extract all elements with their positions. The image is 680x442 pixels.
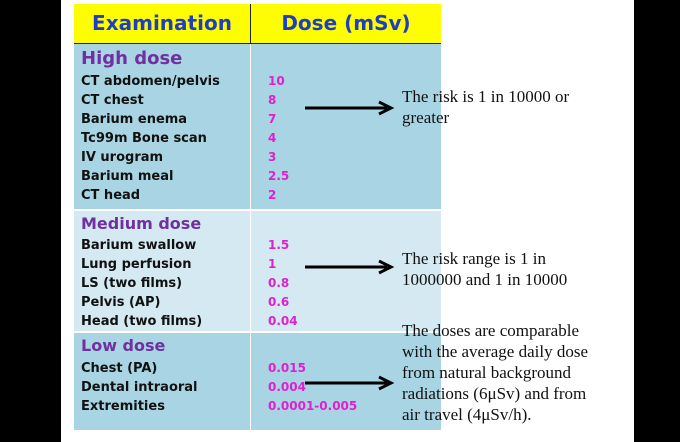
section-high-dose (74, 44, 441, 211)
section-title-high: High dose (81, 48, 183, 69)
table-row (74, 314, 441, 333)
exam-name: CT chest (81, 93, 144, 108)
note-line: with the average daily dose (402, 342, 588, 361)
note-line: The doses are comparable (402, 321, 579, 340)
exam-name: Head (two films) (81, 314, 203, 329)
table-header (74, 4, 441, 44)
arrow-right-icon (303, 100, 399, 116)
dose-value: 3 (268, 150, 277, 164)
column-divider (250, 44, 251, 430)
exam-name: Barium swallow (81, 238, 197, 253)
dose-value: 7 (268, 112, 277, 126)
dose-value: 1 (268, 257, 277, 271)
table-row (74, 74, 441, 93)
dose-value: 10 (268, 74, 285, 88)
exam-name: Barium meal (81, 169, 174, 184)
note-high-risk (402, 86, 632, 128)
note-low-risk (402, 320, 632, 425)
exam-name: Dental intraoral (81, 380, 198, 395)
dose-value: 0.8 (268, 276, 290, 290)
section-title-low: Low dose (81, 336, 166, 355)
dose-table (74, 4, 441, 430)
note-line: 1000000 and 1 in 10000 (402, 270, 568, 289)
table-row (74, 276, 441, 295)
header-dose: Dose (mSv) (281, 11, 411, 35)
table-row (74, 238, 441, 257)
note-line: from natural background (402, 363, 571, 382)
dose-value: 1.5 (268, 238, 290, 252)
exam-name: Chest (PA) (81, 361, 158, 376)
note-line: radiations (6μSv) and from (402, 384, 587, 403)
slide (61, 0, 634, 442)
table-row (74, 399, 441, 418)
arrow-right-icon (303, 259, 399, 275)
exam-name: CT abdomen/pelvis (81, 74, 220, 89)
dose-value: 0.6 (268, 295, 290, 309)
dose-value: 0.0001-0.005 (268, 399, 358, 413)
note-line: air travel (4μSv/h). (402, 405, 532, 424)
note-line: The risk range is 1 in (402, 249, 546, 268)
dose-value: 0.04 (268, 314, 298, 328)
note-line: greater (402, 108, 450, 127)
exam-name: Lung perfusion (81, 257, 192, 272)
dose-value: 4 (268, 131, 277, 145)
dose-value: 0.004 (268, 380, 306, 394)
exam-name: Barium enema (81, 112, 188, 127)
section-title-medium: Medium dose (81, 214, 202, 233)
table-row (74, 169, 441, 188)
dose-value: 0.015 (268, 361, 306, 375)
table-row (74, 131, 441, 150)
exam-name: Tc99m Bone scan (81, 131, 207, 146)
dose-value: 8 (268, 93, 277, 107)
table-row (74, 150, 441, 169)
dose-value: 2.5 (268, 169, 290, 183)
exam-name: Extremities (81, 399, 165, 414)
arrow-right-icon (303, 375, 399, 391)
exam-name: CT head (81, 188, 141, 203)
exam-name: IV urogram (81, 150, 164, 165)
exam-name: Pelvis (AP) (81, 295, 161, 310)
header-examination: Examination (92, 11, 232, 35)
exam-name: LS (two films) (81, 276, 183, 291)
note-medium-risk (402, 248, 632, 290)
dose-value: 2 (268, 188, 277, 202)
table-row (74, 188, 441, 207)
note-line: The risk is 1 in 10000 or (402, 87, 570, 106)
table-row (74, 295, 441, 314)
